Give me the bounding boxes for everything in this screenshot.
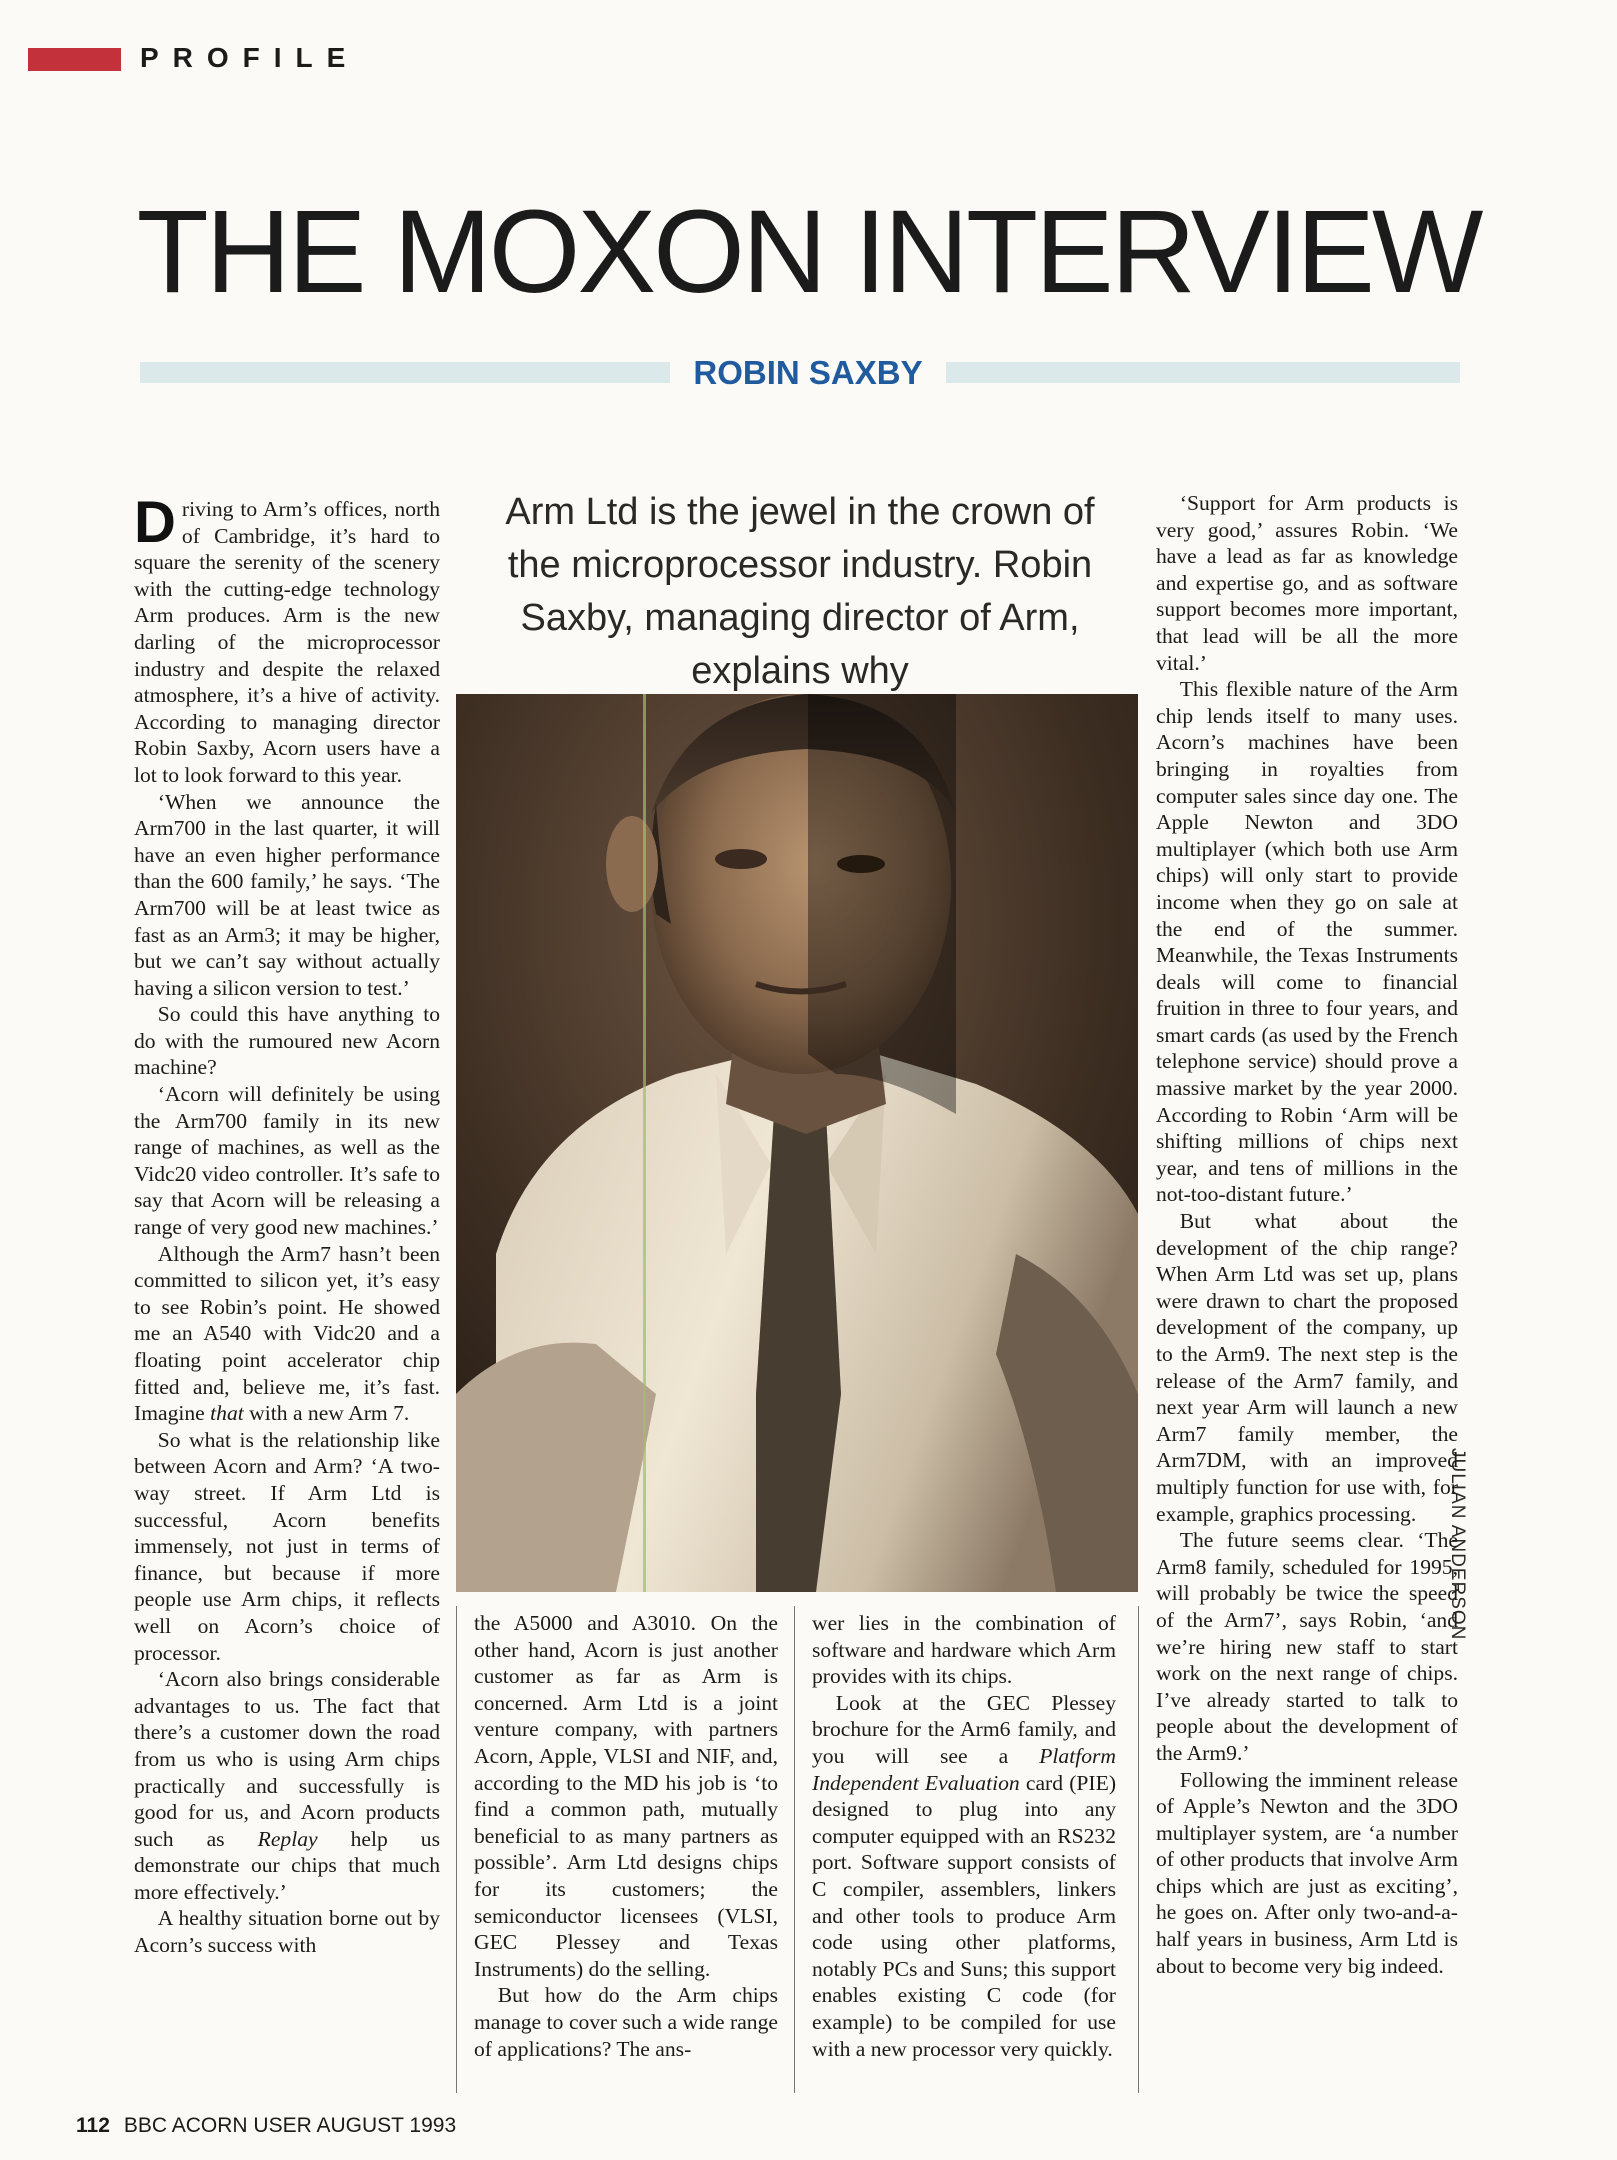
byline: ROBIN SAXBY (693, 354, 923, 391)
body-paragraph: ‘Acorn will definitely be using the Arm700 family in its new range of machines, as well as the Vidc20 video controller. It’s safe to say that Acorn will be releasing a range of very good new machines.’ (134, 1082, 440, 1240)
body-paragraph: A healthy situation borne out by Acorn’s success with (134, 1906, 440, 1958)
body-paragraph: But what about the development of the chip range? When Arm Ltd was set up, plans were drawn to chart the proposed development of the company, up to the Arm9. The next step is the release of the Arm7 family, and next year Arm will launch a new Arm7 family member, the Arm7DM, with an improved multiply function for use with, for example, graphics processing. (1156, 1209, 1458, 1526)
body-paragraph: But how do the Arm chips manage to cover such a wide range of applications? The ans- (474, 1983, 778, 2061)
body-paragraph: Following the imminent release of Apple’s Newton and the 3DO multiplayer system, are ‘a number of other products that involve Arm chips which are just as exciting’, he goes on. After only two-and-a-half years in business, Arm Ltd is about to become very big indeed. (1156, 1767, 1458, 1978)
italic-emphasis: that (210, 1401, 244, 1426)
body-paragraph: ‘Acorn also brings considerable advantages to us. The fact that there’s a customer down the road from us who is using Arm chips practically and successfully is good for us, and Acorn products such as Replay help us demonstrate our chips that much more effectively.’ (134, 1667, 441, 1904)
standfirst: Arm Ltd is the jewel in the crown of the microprocessor industry. Robin Saxby, managing director of Arm, explains why (505, 491, 1095, 692)
section-label: PROFILE (140, 42, 360, 73)
portrait-illustration (456, 694, 1138, 1592)
article-column-3 (812, 1610, 1116, 2062)
dropcap: D (134, 490, 176, 555)
body-paragraph: Look at the GEC Plessey brochure for the Arm6 family, and you will see a Platform Independent Evaluation card (PIE) designed to plug into any computer equipped with an RS232 port. Software support consists of C compiler, assemblers, linkers and other tools to produce Arm code using other platforms, notably PCs and Suns; this support enables existing C code (for example) to be compiled for use with a new processor very quickly. (812, 1690, 1117, 2061)
article-headline: THE MOXON INTERVIEW (136, 186, 1481, 318)
body-paragraph: wer lies in the combination of software and hardware which Arm provides with its chips. (812, 1611, 1116, 1689)
page-footer (76, 2114, 456, 2138)
publication-line: BBC ACORN USER AUGUST 1993 (123, 2114, 457, 2137)
section-color-bar (28, 48, 121, 71)
body-paragraph: Although the Arm7 hasn’t been committed to silicon yet, it’s easy to see Robin’s point. He showed me an A540 with Vidc20 and a floating point accelerator chip fitted and, believe me, it’s fast. Imagine that with a new Arm 7. (134, 1241, 440, 1426)
body-paragraph: The future seems clear. ‘The Arm8 family, scheduled for 1995, will probably be twice the speed of the Arm7’, says Robin, ‘and we’re hiring new staff to start work on the next range of chips. I’ve already started to talk to people about the development of the Arm9.’ (1156, 1528, 1458, 1765)
body-paragraph: So could this have anything to do with the rumoured new Acorn machine? (134, 1002, 440, 1080)
byline-rule-left (140, 362, 670, 383)
article-column-2 (474, 1610, 778, 2062)
body-paragraph: ‘Support for Arm products is very good,’ assures Robin. ‘We have a lead as far as knowledge and expertise go, and as software support becomes more important, that lead will be all the more vital.’ (1156, 491, 1458, 675)
portrait-photo (456, 694, 1138, 1592)
column-rule (794, 1606, 795, 2093)
body-paragraph: ‘When we announce the Arm700 in the last quarter, it will have an even higher performance than the 600 family,’ he says. ‘The Arm700 will be at least twice as fast as an Arm3; it may be higher, but we can’t say without actually having a silicon version to test.’ (134, 789, 440, 1000)
article-column-1 (134, 490, 441, 1959)
body-paragraph: So what is the relationship like between Acorn and Arm? ‘A two-way street. If Arm Ltd is successful, Acorn benefits immensely, not just in terms of finance, but because if more people use Arm chips, it reflects well on Acorn’s choice of processor. (134, 1427, 440, 1665)
body-paragraph: This flexible nature of the Arm chip lends itself to many uses. Acorn’s machines have been bringing in royalties from computer sales since day one. The Apple Newton and 3DO multiplayer (which both use Arm chips) will only start to provide income when they go on sale at the end of the summer. Meanwhile, the Texas Instruments deals will come to financial fruition in three to four years, and smart cards (as used by the French telephone service) should prove a massive market by the year 2000. According to Robin ‘Arm will be shifting millions of chips next year, and tens of millions in the not-too-distant future.’ (1156, 677, 1458, 1207)
column-rule (1138, 1606, 1139, 2093)
italic-product-name: Replay (257, 1826, 318, 1851)
page-number: 112 (76, 2114, 110, 2137)
body-paragraph: Driving to Arm’s offices, north of Cambridge, it’s hard to square the serenity of the scenery with the cutting-edge technology Arm produces. Arm is the new darling of the microprocessor industry and despite the relaxed atmosphere, it’s a hive of activity. According to managing director Robin Saxby, Acorn users have a lot to look forward to this year. (134, 490, 440, 787)
body-paragraph: the A5000 and A3010. On the other hand, Acorn is just another customer as far as Arm is concerned. Arm Ltd is a joint venture company, with partners Acorn, Apple, VLSI and NIF, and, according to the MD his job is ‘to find a common path, mutually beneficial to as many partners as possible’. Arm Ltd designs chips for its customers; the semiconductor licensees (VLSI, GEC Plessey and Texas Instruments) do the selling. (474, 1611, 778, 1981)
photo-credit: JULIAN ANDERSON (1447, 1448, 1468, 1641)
column-rule (456, 1606, 457, 2093)
article-column-4 (1156, 490, 1458, 1979)
italic-product-name: Platform Independent Evaluation (812, 1743, 1116, 1795)
byline-rule-right (946, 362, 1460, 383)
